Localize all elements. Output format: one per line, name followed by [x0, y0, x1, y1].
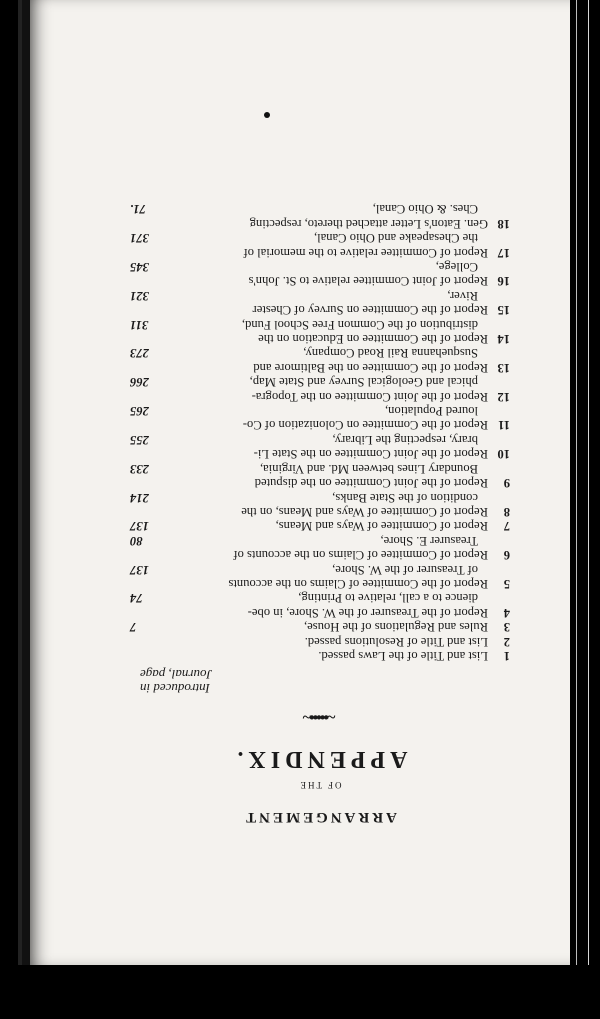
entry-line-text: Treasurer E. Shore, [380, 533, 478, 548]
list-item [130, 490, 510, 519]
entry-line [130, 620, 488, 634]
entry-line-text: Gen. Eaton's Letter attached thereto, respecting [249, 216, 488, 231]
entry-line [130, 476, 488, 490]
entry-page-number: 255 [130, 432, 149, 447]
entry-line [130, 317, 488, 331]
entry-line-text: Report of the Committee of Claims on the accounts [228, 576, 488, 591]
entry-page-number: 137 [130, 519, 149, 534]
entry-text [130, 634, 488, 648]
entry-number: 1 [503, 649, 510, 663]
entry-line-text: the Chesapeake and Ohio Canal, [313, 231, 478, 246]
entry-page-number: 371 [130, 231, 149, 246]
entry-line [130, 548, 488, 562]
entry-text [130, 231, 488, 260]
list-item [130, 620, 510, 634]
entry-line-text: Report of the Treasurer of the W. Shore, in obe- [247, 605, 488, 620]
list-item [130, 404, 510, 433]
entry-line [130, 591, 488, 605]
entry-line-text: Report of the Joint Committee on the State Li- [253, 447, 488, 462]
entry-text [130, 490, 488, 519]
entry-number: 9 [503, 476, 510, 491]
entry-line [130, 533, 488, 547]
entry-line-text: Report of the Committee on the Baltimore and [253, 360, 488, 375]
entry-number: 8 [503, 504, 510, 519]
entry-text [130, 317, 488, 346]
entry-number: 6 [503, 548, 510, 563]
entry-number: 14 [497, 332, 510, 347]
entry-line [130, 418, 488, 432]
entry-line [130, 505, 488, 519]
entry-number: 4 [503, 605, 510, 620]
entry-page-number: 311 [130, 317, 149, 332]
entry-text [130, 202, 488, 231]
entry-line-text: loured Population, [384, 404, 478, 419]
next-page-edge [570, 0, 600, 965]
entry-text [130, 519, 488, 533]
entry-line [130, 245, 488, 259]
column-header [130, 667, 510, 695]
scan-border [0, 965, 600, 1019]
entry-number: 3 [503, 620, 510, 635]
list-item [130, 375, 510, 404]
list-item [130, 562, 510, 591]
entry-line [130, 216, 488, 230]
entry-text [130, 260, 488, 289]
entry-text [130, 433, 488, 462]
entry-number: 12 [497, 389, 510, 404]
entry-text [130, 346, 488, 375]
entry-line [130, 288, 488, 302]
entry-line-text: Report of the Committee on Survey of Chester [252, 303, 488, 318]
entry-number: 13 [497, 360, 510, 375]
entry-page-number: 273 [130, 346, 149, 361]
entry-line [130, 303, 488, 317]
list-item [130, 288, 510, 317]
entry-page-number: 321 [130, 288, 149, 303]
entry-line-text: of Treasurer of the W. Shore, [332, 562, 478, 577]
entry-page-number: 214 [130, 490, 149, 505]
entry-text [130, 375, 488, 404]
entry-page-number: 233 [130, 461, 149, 476]
entry-number: 16 [497, 274, 510, 289]
column-header-line-2: Journal, page [140, 667, 213, 682]
entry-line [130, 649, 488, 663]
entry-number: 18 [497, 216, 510, 231]
entry-line [130, 562, 488, 576]
ornament-divider: ~•••••~ [304, 708, 336, 725]
list-item [130, 533, 510, 562]
entry-number: 17 [497, 245, 510, 260]
entry-line-text: Report of the Committee on Colonization of Co- [242, 418, 488, 433]
entry-text [130, 649, 488, 663]
entry-line-text: List and Title of the Laws passed. [318, 649, 488, 663]
entry-line-text: Ches. & Ohio Canal, [372, 202, 478, 217]
entry-text [130, 591, 488, 620]
appendix-contents [130, 95, 510, 825]
entry-page-number: 265 [130, 404, 149, 419]
entry-line-text: Report of Committee of Claims on the accounts of [233, 548, 488, 563]
entry-line [130, 433, 488, 447]
entry-line-text: brary, respecting the Library, [332, 432, 478, 447]
entry-page-number: 80 [130, 533, 143, 548]
entry-number: 10 [497, 447, 510, 462]
entry-line-text: dience to a call, relative to Printing, [298, 591, 478, 606]
book-page [22, 0, 578, 965]
entry-line-text: Susquehanna Rail Road Company, [303, 346, 478, 361]
entry-number: 5 [503, 576, 510, 591]
entry-line-text: List and Title of Resolutions passed. [304, 634, 488, 649]
entry-line-text: Report of Committee relative to the memorial of [243, 245, 488, 260]
entry-line [130, 360, 488, 374]
entry-page-number: 266 [130, 375, 149, 390]
list-item [130, 591, 510, 620]
column-header-line-1: Introduced in [140, 681, 210, 696]
page-subheading: OF THE [298, 780, 342, 790]
entry-text [130, 533, 488, 562]
entry-line-text: phical and Geological Survey and State Map, [249, 375, 478, 390]
entry-line-text: Report of the Joint Committee on the Topogra- [251, 389, 488, 404]
entry-text [130, 620, 488, 634]
entry-number: 15 [497, 303, 510, 318]
entry-line [130, 490, 488, 504]
entry-line [130, 461, 488, 475]
entry-line [130, 404, 488, 418]
list-item [130, 649, 510, 663]
page-heading: ARRANGEMENT [243, 809, 397, 825]
entry-line [130, 346, 488, 360]
entry-page-number: 74 [130, 591, 143, 606]
entry-line [130, 332, 488, 346]
list-item [130, 461, 510, 490]
entry-line [130, 634, 488, 648]
entry-text [130, 288, 488, 317]
entry-line [130, 605, 488, 619]
entry-line [130, 577, 488, 591]
entry-line-text: Rules and Regulations of the House, [304, 620, 488, 635]
entry-number: 7 [503, 519, 510, 534]
entry-line-text: Report of the Committee on Education on the [258, 332, 488, 347]
entry-line-text: distribution of the Common Free School Fund, [241, 317, 478, 332]
entry-text [130, 404, 488, 433]
entry-line [130, 519, 488, 533]
list-item [130, 433, 510, 462]
list-item [130, 634, 510, 648]
entry-line-text: Boundary Lines between Md. and Virginia, [259, 461, 478, 476]
entry-line [130, 231, 488, 245]
entry-line-text: Report of Committee of Ways and Means, [275, 519, 488, 534]
entry-line [130, 202, 488, 216]
entry-line-text: River, [447, 288, 478, 303]
list-item [130, 231, 510, 260]
entry-line [130, 447, 488, 461]
entry-line [130, 274, 488, 288]
entry-line [130, 389, 488, 403]
entry-line-text: Report of the Joint Committee on the disputed [254, 476, 488, 491]
entry-line-text: Report of Joint Committee relative to St. John's [248, 274, 488, 289]
page-title: APPENDIX. [232, 746, 408, 772]
list-item [130, 317, 510, 346]
entry-line-text: condition of the State Banks, [332, 490, 478, 505]
list-item [130, 519, 510, 533]
entry-number: 2 [503, 634, 510, 649]
entry-list [130, 202, 510, 663]
list-item [130, 202, 510, 231]
list-item [130, 260, 510, 289]
list-item [130, 346, 510, 375]
entry-number: 11 [498, 418, 510, 433]
entry-text [130, 562, 488, 591]
entry-page-number: 137 [130, 562, 149, 577]
entry-line [130, 375, 488, 389]
entry-line-text: Report of Committee of Ways and Means, on the [241, 504, 488, 519]
entry-page-number: 345 [130, 260, 149, 275]
entry-page-number: 71. [130, 202, 146, 217]
entry-line-text: College, [435, 260, 478, 275]
entry-line [130, 260, 488, 274]
entry-page-number: 7 [130, 620, 137, 635]
entry-text [130, 461, 488, 490]
